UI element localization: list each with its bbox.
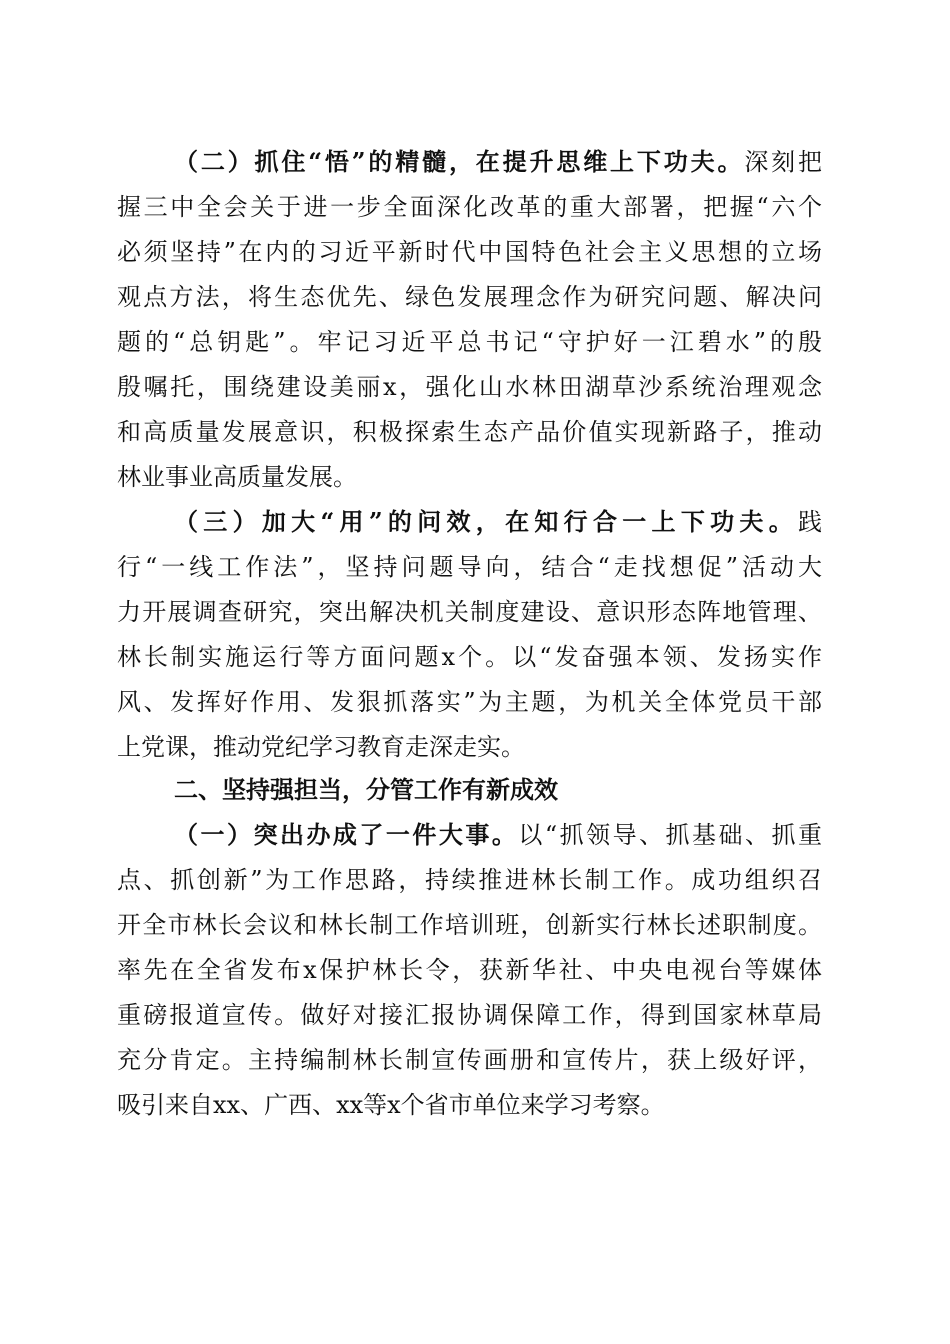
paragraph-2-line-2: 行“一线工作法”，坚持问题导向，结合“走找想促”活动大 xyxy=(117,553,822,581)
paragraph-3-line-5: 重磅报道宣传。做好对接汇报协调保障工作，得到国家林草局 xyxy=(117,1001,822,1029)
paragraph-3-line-2: 点、抓创新”为工作思路，持续推进林长制工作。成功组织召 xyxy=(117,866,822,894)
paragraph-1-line-1 xyxy=(174,140,822,184)
paragraph-3-line-4: 率先在全省发布x保护林长令，获新华社、中央电视台等媒体 xyxy=(117,956,822,984)
paragraph-1-line-2: 握三中全会关于进一步全面深化改革的重大部署，把握“六个 xyxy=(117,193,822,221)
paragraph-2-line-3: 力开展调查研究，突出解决机关制度建设、意识形态阵地管理、 xyxy=(117,598,822,626)
paragraph-3-line-7: 吸引来自xx、广西、xx等x个省市单位来学习考察。 xyxy=(117,1091,665,1119)
section-heading-2: 二、坚持强担当，分管工作有新成效 xyxy=(174,776,558,804)
paragraph-1-line-7: 和高质量发展意识，积极探索生态产品价值实现新路子，推动 xyxy=(117,418,822,446)
paragraph-3-line-1 xyxy=(174,813,822,857)
paragraph-2-line-4: 林长制实施运行等方面问题x个。以“发奋强本领、发扬实作 xyxy=(117,643,822,671)
paragraph-2-lead: （三）加大“用”的问效，在知行合一上下功夫。 xyxy=(174,507,798,536)
paragraph-3-first-tail: 以“抓领导、抓基础、抓重 xyxy=(518,821,822,849)
paragraph-1-line-4: 观点方法，将生态优先、绿色发展理念作为研究问题、解决问 xyxy=(117,283,822,311)
paragraph-3-line-6: 充分肯定。主持编制林长制宣传画册和宣传片，获上级好评， xyxy=(117,1046,822,1074)
paragraph-2-line-6: 上党课，推动党纪学习教育走深走实。 xyxy=(117,733,525,761)
paragraph-3-line-3: 开全市林长会议和林长制工作培训班，创新实行林长述职制度。 xyxy=(117,911,822,939)
paragraph-1-line-5: 题的“总钥匙”。牢记习近平总书记“守护好一江碧水”的殷 xyxy=(117,328,822,356)
paragraph-1-line-8: 林业事业高质量发展。 xyxy=(117,463,357,491)
paragraph-1-lead: （二）抓住“悟”的精髓，在提升思维上下功夫。 xyxy=(174,147,745,176)
paragraph-2-line-5: 风、发挥好作用、发狠抓落实”为主题，为机关全体党员干部 xyxy=(117,688,822,716)
paragraph-3-lead: （一）突出办成了一件大事。 xyxy=(174,820,519,849)
paragraph-1-line-6: 殷嘱托，围绕建设美丽x，强化山水林田湖草沙系统治理观念 xyxy=(117,373,822,401)
paragraph-1-line-3: 必须坚持”在内的习近平新时代中国特色社会主义思想的立场 xyxy=(117,238,822,266)
paragraph-1-first-tail: 深刻把 xyxy=(744,148,823,176)
paragraph-2-line-1 xyxy=(174,500,822,544)
paragraph-2-first-tail: 践 xyxy=(798,508,822,536)
